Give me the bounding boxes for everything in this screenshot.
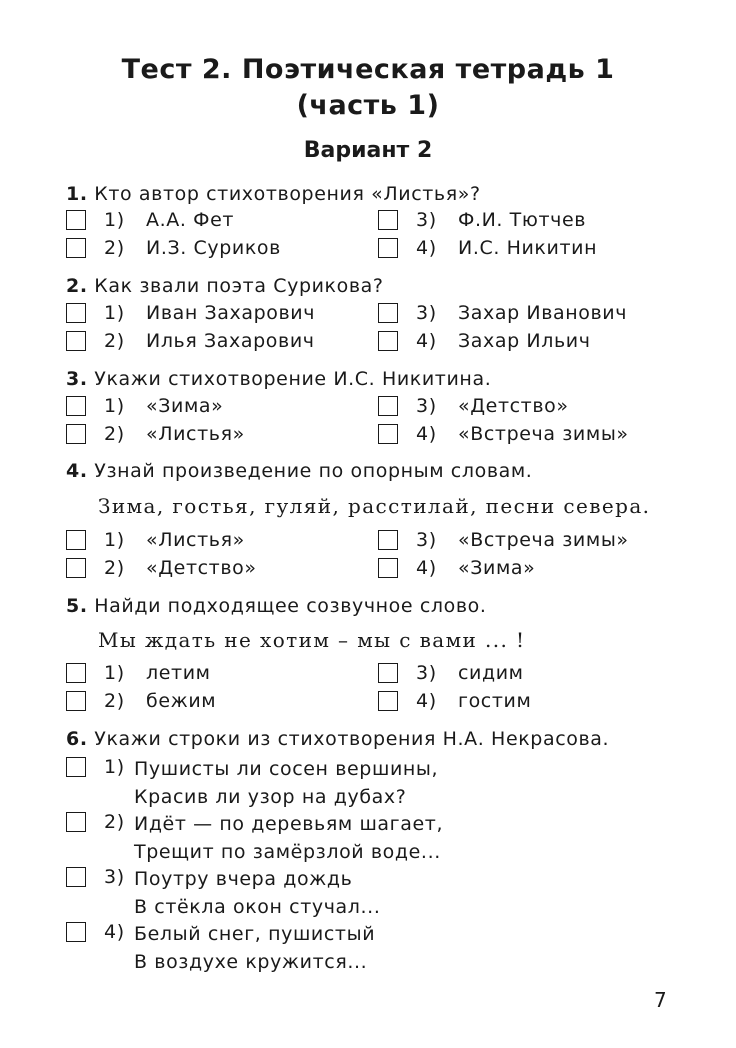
answer-checkbox[interactable] [66,812,86,832]
answer-option[interactable] [378,236,678,262]
option-text: «Встреча зимы» [458,529,629,551]
option-line-2: В стёкла окон стучал... [134,896,381,918]
question-number: 2. [66,275,88,297]
question-number: 5. [66,595,88,617]
option-number: 2) [104,557,125,579]
answer-checkbox[interactable] [66,663,86,683]
option-number: 1) [104,395,125,417]
option-number: 2) [104,330,125,352]
option-number: 3) [416,395,437,417]
answer-option[interactable] [66,236,356,262]
option-number: 3) [416,662,437,684]
question-text: Укажи стихотворение И.С. Никитина. [94,368,492,390]
option-text: «Листья» [146,529,245,551]
question-1 [66,182,481,206]
answer-option[interactable] [378,661,678,687]
option-number: 1) [104,662,125,684]
answer-checkbox[interactable] [66,757,86,777]
answer-option[interactable] [66,394,356,420]
answer-option[interactable] [66,528,356,554]
answer-option[interactable] [66,329,356,355]
answer-option[interactable] [66,920,666,976]
answer-option[interactable] [378,528,678,554]
option-text: Илья Захарович [146,330,315,352]
question-text: Укажи строки из стихотворения Н.А. Некрасова. [94,728,610,750]
option-text: «Встреча зимы» [458,423,629,445]
answer-option[interactable] [378,689,678,715]
page-number: 7 [654,988,667,1012]
option-number: 4) [416,330,437,352]
question-quote: Мы ждать не хотим – мы с вами ... ! [98,628,526,652]
answer-checkbox[interactable] [378,396,398,416]
answer-checkbox[interactable] [378,530,398,550]
option-text: Захар Иванович [458,302,628,324]
answer-checkbox[interactable] [66,331,86,351]
answer-option[interactable] [66,865,666,921]
question-text: Найди подходящее созвучное слово. [94,595,487,617]
question-6 [66,727,609,751]
answer-checkbox[interactable] [66,922,86,942]
option-number: 1) [104,529,125,551]
answer-option[interactable] [66,755,666,811]
question-number: 1. [66,183,88,205]
option-number: 3) [104,866,125,888]
answer-checkbox[interactable] [378,238,398,258]
option-number: 3) [416,529,437,551]
option-number: 1) [104,756,125,778]
answer-checkbox[interactable] [66,530,86,550]
answer-checkbox[interactable] [66,303,86,323]
answer-checkbox[interactable] [66,396,86,416]
option-text: бежим [146,690,217,712]
answer-option[interactable] [66,208,356,234]
answer-option[interactable] [378,394,678,420]
answer-checkbox[interactable] [378,210,398,230]
answer-checkbox[interactable] [378,424,398,444]
option-text: Захар Ильич [458,330,591,352]
question-text: Кто автор стихотворения «Листья»? [94,183,481,205]
option-number: 4) [416,690,437,712]
question-4 [66,459,532,483]
answer-checkbox[interactable] [378,663,398,683]
answer-option[interactable] [66,301,356,327]
question-quote: Зима, гостья, гуляй, расстилай, песни севера. [98,494,651,518]
answer-option[interactable] [66,810,666,866]
option-number: 2) [104,811,125,833]
answer-checkbox[interactable] [66,210,86,230]
answer-option[interactable] [378,556,678,582]
option-number: 4) [104,921,125,943]
answer-checkbox[interactable] [378,331,398,351]
option-line-1: Поутру вчера дождь [134,868,353,890]
question-text: Узнай произведение по опорным словам. [94,460,533,482]
answer-option[interactable] [378,208,678,234]
option-text: летим [146,662,211,684]
option-line-2: Трещит по замёрзлой воде... [134,841,441,863]
answer-checkbox[interactable] [378,691,398,711]
answer-option[interactable] [378,329,678,355]
option-number: 4) [416,423,437,445]
option-text: А.А. Фет [146,209,235,231]
option-number: 2) [104,423,125,445]
option-text: «Детство» [458,395,569,417]
option-text: «Зима» [458,557,536,579]
variant-heading: Вариант 2 [303,138,433,163]
answer-checkbox[interactable] [66,558,86,578]
answer-option[interactable] [66,556,356,582]
question-2 [66,274,384,298]
option-text: И.С. Никитин [458,237,598,259]
option-line-2: Красив ли узор на дубах? [134,786,407,808]
option-number: 1) [104,209,125,231]
option-line-1: Пушисты ли сосен вершины, [134,758,439,780]
option-number: 3) [416,209,437,231]
answer-option[interactable] [66,422,356,448]
answer-checkbox[interactable] [66,424,86,444]
option-text: гостим [458,690,532,712]
option-text: «Детство» [146,557,257,579]
answer-checkbox[interactable] [66,691,86,711]
answer-checkbox[interactable] [378,558,398,578]
option-number: 4) [416,557,437,579]
answer-checkbox[interactable] [66,238,86,258]
question-number: 6. [66,728,88,750]
option-line-1: Белый снег, пушистый [134,923,376,945]
option-line-1: Идёт — по деревьям шагает, [134,813,444,835]
option-text: Иван Захарович [146,302,316,324]
option-text: И.З. Суриков [146,237,281,259]
option-text: сидим [458,662,524,684]
option-number: 2) [104,690,125,712]
option-text: «Листья» [146,423,245,445]
question-number: 4. [66,460,88,482]
option-text: «Зима» [146,395,224,417]
option-number: 1) [104,302,125,324]
answer-option[interactable] [378,422,678,448]
answer-option[interactable] [378,301,678,327]
question-number: 3. [66,368,88,390]
option-line-2: В воздухе кружится... [134,951,368,973]
option-text: Ф.И. Тютчев [458,209,587,231]
answer-option[interactable] [66,661,356,687]
test-subtitle: (часть 1) [296,90,440,121]
option-number: 4) [416,237,437,259]
test-title: Тест 2. Поэтическая тетрадь 1 [121,54,615,85]
answer-checkbox[interactable] [378,303,398,323]
answer-checkbox[interactable] [66,867,86,887]
question-5 [66,594,487,618]
question-3 [66,367,491,391]
option-number: 2) [104,237,125,259]
question-text: Как звали поэта Сурикова? [94,275,384,297]
answer-option[interactable] [66,689,356,715]
option-number: 3) [416,302,437,324]
